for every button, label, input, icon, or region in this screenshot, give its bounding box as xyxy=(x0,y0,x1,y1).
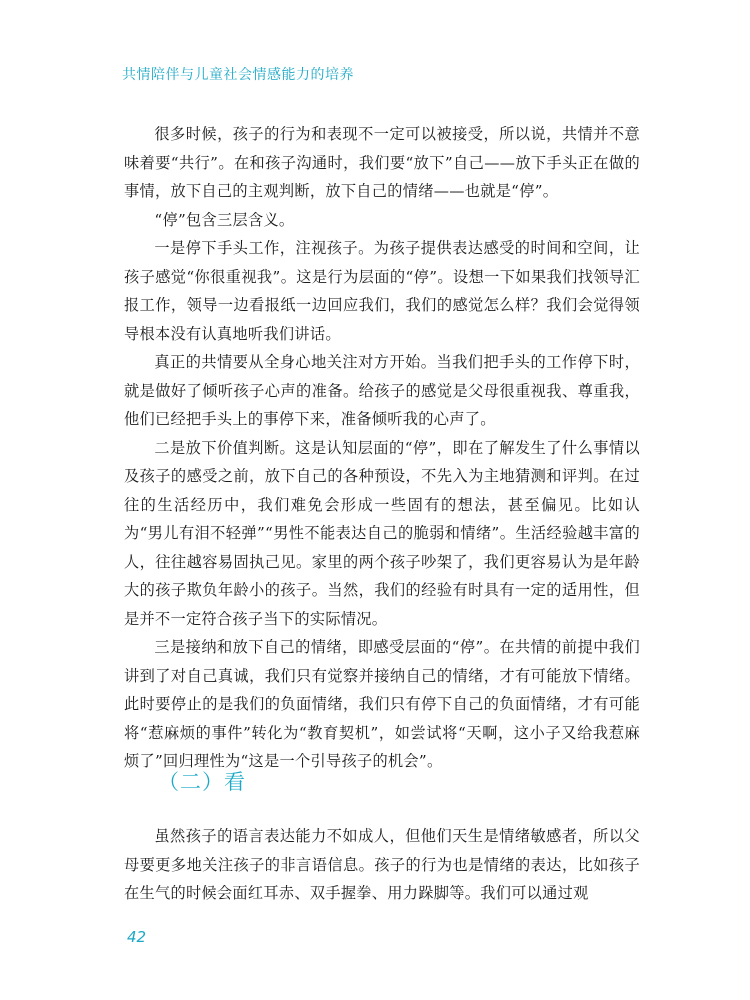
paragraph: 二是放下价值判断。这是认知层面的“停”，即在了解发生了什么事情以及孩子的感受之前，放下自己的各种预设，不先入为主地猜测和评判。在过往的生活经历中，我们难免会形成一些固有的想法，甚至偏见。比如认为“男儿有泪不轻弹”“男性不能表达自己的脆弱和情绪”。生活经验越丰富的人，往往越容易固执己见。家里的两个孩子吵架了，我们更容易认为是年龄大的孩子欺负年龄小的孩子。当然，我们的经验有时具有一定的适用性，但是并不一定符合孩子当下的实际情况。 xyxy=(124,438,640,628)
main-text-block xyxy=(124,120,640,776)
running-header-title: 共情陪伴与儿童社会情感能力的培养 xyxy=(122,67,354,83)
section-text-block xyxy=(124,822,640,908)
paragraph: 很多时候，孩子的行为和表现不一定可以被接受，所以说，共情并不意味着要“共行”。在和孩子沟通时，我们要“放下”自己——放下手头正在做的事情，放下自己的主观判断，放下自己的情绪——也就是“停”。 xyxy=(124,125,640,200)
section-heading: （二）看 xyxy=(158,770,246,794)
page-number: 42 xyxy=(127,928,147,946)
paragraph: “停”包含三层含义。 xyxy=(154,210,295,229)
paragraph: 三是接纳和放下自己的情绪，即感受层面的“停”。在共情的前提中我们讲到了对自己真诚，我们只有觉察并接纳自己的情绪，才有可能放下情绪。此时要停止的是我们的负面情绪，我们只有停下自己的负面情绪，才有可能将“惹麻烦的事件”转化为“教育契机”，如尝试将“天啊，这小子又给我惹麻烦了”回归理性为“这是一个引导孩子的机会”。 xyxy=(124,638,640,770)
paragraph: 真正的共情要从全身心地关注对方开始。当我们把手头的工作停下时，就是做好了倾听孩子心声的准备。给孩子的感觉是父母很重视我、尊重我，他们已经把手头上的事停下来，准备倾听我的心声了。 xyxy=(124,353,640,428)
paragraph: 虽然孩子的语言表达能力不如成人，但他们天生是情绪敏感者，所以父母要更多地关注孩子的非言语信息。孩子的行为也是情绪的表达，比如孩子在生气的时候会面红耳赤、双手握拳、用力跺脚等。我们可以通过观 xyxy=(124,827,640,902)
paragraph: 一是停下手头工作，注视孩子。为孩子提供表达感受的时间和空间，让孩子感觉“你很重视我”。这是行为层面的“停”。设想一下如果我们找领导汇报工作，领导一边看报纸一边回应我们，我们的感觉怎么样？我们会觉得领导根本没有认真地听我们讲话。 xyxy=(124,239,640,343)
